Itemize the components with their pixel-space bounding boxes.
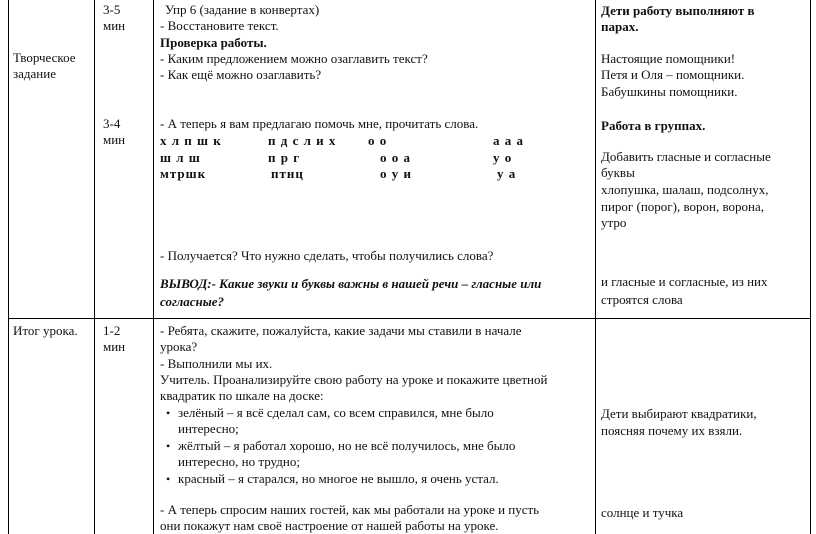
letter-group: о у и [380, 166, 412, 181]
letter-group: птнц [271, 166, 304, 181]
pupils-heading-pairs-2: парах. [601, 19, 639, 34]
teacher-line: - Каким предложением можно озаглавить текст? [160, 51, 428, 66]
pupils-line: буквы [601, 165, 635, 180]
letter-group: о о [368, 133, 388, 148]
column-divider-1 [94, 0, 95, 534]
stage-creative-task-line1: Творческое [13, 50, 76, 65]
pupils-line: Петя и Оля – помощники. [601, 67, 745, 82]
letter-group: мтршк [160, 166, 207, 181]
pupils-line: поясняя почему их взяли. [601, 423, 743, 438]
teacher-heading-check: Проверка работы. [160, 35, 267, 50]
bullet-item-yellow-cont: интересно, но трудно; [178, 454, 300, 469]
teacher-line: Упр 6 (задание в конвертах) [165, 2, 320, 17]
pupils-line: солнце и тучка [601, 505, 684, 520]
letter-group: ш л ш [160, 150, 201, 165]
bullet-item-green-cont: интересно; [178, 421, 239, 436]
stage-creative-task-line2: задание [13, 66, 56, 81]
teacher-line: - Как ещё можно озаглавить? [160, 67, 322, 82]
pupils-line: и гласные и согласные, из них [601, 274, 768, 289]
column-divider-2 [153, 0, 154, 534]
pupils-line: пирог (порог), ворон, ворона, [601, 199, 764, 214]
column-divider-3 [595, 0, 596, 534]
pupils-line: Настоящие помощники! [601, 51, 736, 66]
letter-group: а а а [493, 133, 524, 148]
table-border-right [810, 0, 811, 534]
pupils-heading-groups: Работа в группах. [601, 118, 706, 133]
letter-group: у о [493, 150, 513, 165]
letter-group: х л п ш к [160, 133, 222, 148]
time-a-unit: мин [103, 18, 126, 33]
teacher-line: - Восстановите текст. [160, 18, 279, 33]
teacher-line: урока? [160, 339, 198, 354]
teacher-line: квадратик по шкале на доске: [160, 388, 324, 403]
teacher-line: они покажут нам своё настроение от нашей работы на уроке. [160, 518, 499, 533]
time-b-unit: мин [103, 132, 126, 147]
stage-lesson-summary: Итог урока. [13, 323, 78, 338]
pupils-line: хлопушка, шалаш, подсолнух, [601, 182, 769, 197]
time-unit: мин [103, 339, 126, 354]
teacher-line: - Выполнили мы их. [160, 356, 273, 371]
conclusion-line2: согласные? [160, 294, 225, 309]
bullet-item-red: • красный – я старался, но многое не вышло, я очень устал. [178, 471, 499, 487]
bullet-item-green: • зелёный – я всё сделал сам, со всем справился, мне было [178, 405, 494, 421]
letter-group: у а [497, 166, 517, 181]
teacher-line: - Получается? Что нужно сделать, чтобы получились слова? [160, 248, 494, 263]
letter-group: о о а [380, 150, 411, 165]
letter-group: п д с л и х [268, 133, 337, 148]
time-a-value: 3-5 [103, 2, 121, 17]
pupils-line: Добавить гласные и согласные [601, 149, 771, 164]
pupils-line: Бабушкины помощники. [601, 84, 738, 99]
pupils-line: Дети выбирают квадратики, [601, 406, 757, 421]
pupils-line: строятся слова [601, 292, 683, 307]
teacher-line: - А теперь спросим наших гостей, как мы работали на уроке и пусть [160, 502, 540, 517]
conclusion-line1: ВЫВОД:- Какие звуки и буквы важны в нашей речи – гласные или [160, 276, 542, 291]
pupils-line: утро [601, 215, 627, 230]
time-b-value: 3-4 [103, 116, 121, 131]
time-value: 1-2 [103, 323, 121, 338]
row-divider [8, 318, 811, 319]
teacher-line: - А теперь я вам предлагаю помочь мне, прочитать слова. [160, 116, 479, 131]
bullet-item-yellow: • жёлтый – я работал хорошо, но не всё получилось, мне было [178, 438, 515, 454]
teacher-line: Учитель. Проанализируйте свою работу на уроке и покажите цветной [160, 372, 548, 387]
table-border-left [8, 0, 9, 534]
letter-group: п р г [268, 150, 301, 165]
teacher-line: - Ребята, скажите, пожалуйста, какие задачи мы ставили в начале [160, 323, 522, 338]
pupils-heading-pairs: Дети работу выполняют в [601, 3, 755, 18]
